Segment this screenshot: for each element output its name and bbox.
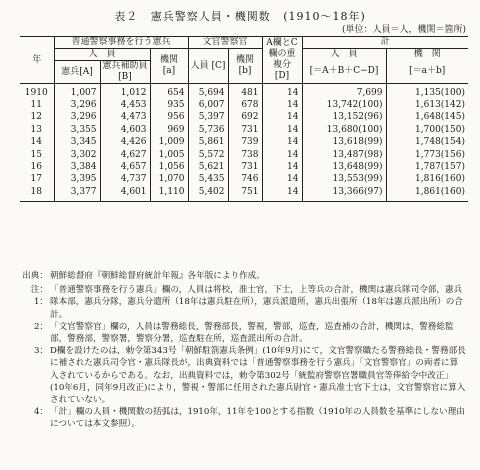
table-row (20, 124, 468, 136)
table-cell: 1,070 (150, 174, 188, 186)
table-cell: 1,861(160) (386, 186, 468, 201)
table-cell: 14 (262, 124, 302, 136)
table-cell: 14 (262, 137, 302, 149)
table-cell: 11 (20, 99, 54, 111)
table-cell: 13,366(97) (302, 186, 386, 201)
table-cell: 13,152(96) (302, 112, 386, 124)
note-3-key: 3： (33, 346, 48, 357)
table-cell: 13,553(99) (302, 174, 386, 186)
note-1-text: 「普通警察事務を行う憲兵」欄の，人員は将校，准士官，下士，上等兵の合計，機関は憲兵隊司令部，憲兵隊本部，憲兵分隊，憲兵分遣所（18年は憲兵駐在所），憲兵派遣所，憲兵出張所（18年は憲兵派出所）の合計。 (50, 285, 463, 320)
table-row (20, 149, 468, 161)
table-cell: 1,787(157) (415, 162, 465, 173)
table-cell: 13,487(98) (302, 149, 386, 161)
table-body (20, 84, 468, 202)
table-cell: 1,816(160) (415, 174, 465, 185)
table-cell: 481 (228, 84, 262, 100)
table-cell: 956 (150, 112, 188, 124)
table-cell: 14 (262, 99, 302, 111)
table-cell: 3,395 (54, 174, 100, 186)
table-cell: 4,737 (100, 174, 150, 186)
table-cell: 13,648(99) (302, 161, 386, 173)
table-cell: 678 (228, 99, 262, 111)
note-2-key: 2： (33, 321, 48, 332)
note-2-text: 「文官警察官」欄の，人員は警務総長，警務部長，警視，警部，巡査，巡査補の合計，機関は，警務総監部，警務部，警察署，警察分署，巡査駐在所，巡査派出所の合計。 (50, 321, 454, 345)
table-cell: 4,426 (100, 137, 150, 149)
table-cell: 15 (20, 149, 54, 161)
table-cell: 1,648(145) (415, 112, 465, 123)
source-key: 出典： (22, 271, 48, 281)
table-cell: 4,657 (100, 161, 150, 173)
table-cell: 1910 (20, 84, 54, 100)
table-cell: 6,007 (188, 99, 228, 111)
table-cell: 14 (262, 174, 302, 186)
table-cell: 13 (20, 124, 54, 136)
table-cell: 3,355 (54, 124, 100, 136)
table-cell: 4,627 (100, 149, 150, 161)
table-cell: 5,736 (188, 124, 228, 136)
table-cell: 1,056 (150, 161, 188, 173)
table-cell: 5,435 (188, 174, 228, 186)
col-persons-c: 人員 [C] (188, 49, 228, 84)
table-row (20, 186, 468, 201)
table-row (20, 137, 468, 149)
statistics-table (20, 36, 468, 202)
table-cell: 7,699 (302, 84, 386, 100)
table-cell: 14 (262, 149, 302, 161)
table-cell: 5,621 (188, 161, 228, 173)
table-cell: 13,742(100) (302, 99, 386, 111)
col-total-kikan-formula: [＝a＋b] (386, 61, 468, 84)
table-cell: 3,377 (54, 186, 100, 201)
table-row (20, 84, 468, 100)
table-cell: 692 (228, 112, 262, 124)
col-overlap: A欄とC欄の重複分 [D] (262, 37, 302, 84)
table-cell: 3,296 (54, 112, 100, 124)
table-cell: 654 (150, 84, 188, 100)
table-cell: 1,748(154) (415, 137, 465, 148)
table-row (20, 161, 468, 173)
table-cell: 4,453 (100, 99, 150, 111)
table-cell: 1,613(142) (415, 100, 465, 111)
table-cell: 1,110 (150, 186, 188, 201)
table-cell: 3,302 (54, 149, 100, 161)
table-cell: 13,618(99) (302, 137, 386, 149)
table-cell: 16 (20, 161, 54, 173)
group-header-total: 計 (302, 37, 468, 49)
table-cell: 3,384 (54, 161, 100, 173)
table-cell: 17 (20, 174, 54, 186)
table-cell: 739 (228, 137, 262, 149)
notes-section (20, 270, 466, 431)
note-4-text: 「計」欄の人員・機関数の括弧は，1910年，11年を100とする指数（1910年の人員数を基準にしない理由については本文参照）。 (50, 407, 465, 430)
table-row (20, 174, 468, 186)
table-cell: 746 (228, 174, 262, 186)
table-cell: 5,861 (188, 137, 228, 149)
note-4-key: 4： (33, 407, 48, 418)
note-3 (20, 345, 466, 406)
unit-note: (単位：人員＝人，機関＝箇所) (341, 25, 466, 35)
group-header-civil: 文官警察官 (188, 37, 262, 49)
note-4 (20, 406, 466, 430)
table-cell: 14 (262, 161, 302, 173)
table-cell: 14 (20, 137, 54, 149)
col-kikan-a: 機関 [a] (150, 49, 188, 84)
table-cell: 13,680(100) (302, 124, 386, 136)
table-cell: 1,135(100) (415, 87, 465, 98)
table-cell: 1,773(156) (415, 149, 465, 160)
table-cell: 18 (20, 186, 54, 201)
col-kikan-b: 機関 [b] (228, 49, 262, 84)
note-3-text: D欄を設けたのは，勅令第343号「朝鮮駐箚憲兵条例」(10年9月)にて，文官警察職たる警務総長・警務部長に補された憲兵司令官・憲兵隊長が，出典資料では「普通警察事務を行う憲兵」「文官警察官」の両者に算入されているからである。なお，出典資料では，勅令第302号「統監府警察官署職員官等俸給令中改正」(10年6月，同年9月改正)により，警視・警部に任用された憲兵尉官・憲兵准士官下士は，文官警察官に算入されていない。 (50, 346, 466, 406)
col-hojoin-b: 憲兵補助員 [B] (100, 61, 150, 84)
table-cell: 731 (228, 161, 262, 173)
col-total-persons-formula: [＝A＋B＋C−D] (302, 61, 386, 84)
note-1 (20, 284, 466, 321)
table-cell: 738 (228, 149, 262, 161)
note-2 (20, 321, 466, 345)
table-number: 表２ (114, 10, 139, 23)
table-cell: 5,694 (188, 84, 228, 100)
table-cell: 4,603 (100, 124, 150, 136)
group-header-kenpei: 普通警察事務を行う憲兵 (54, 37, 188, 49)
source-text: 朝鮮総督府『朝鮮総督府統計年報』各年版により作成。 (50, 271, 265, 281)
col-total-kikan: 機 関 (413, 49, 441, 60)
table-cell: 14 (262, 112, 302, 124)
table-cell: 935 (150, 99, 188, 111)
table-cell: 4,601 (100, 186, 150, 201)
table-cell: 969 (150, 124, 188, 136)
table-cell: 751 (228, 186, 262, 201)
table-cell: 5,402 (188, 186, 228, 201)
table-row (20, 99, 468, 111)
table-cell: 3,345 (54, 137, 100, 149)
subheader-persons: 人 員 (54, 49, 150, 61)
col-kenpei-a: 憲兵[A] (54, 61, 100, 84)
table-cell: 3,296 (54, 99, 100, 111)
table-cell: 1,005 (150, 149, 188, 161)
table-cell: 14 (262, 186, 302, 201)
col-year: 年 (20, 37, 54, 84)
table-cell: 1,012 (100, 84, 150, 100)
table-cell: 731 (228, 124, 262, 136)
source-note (20, 270, 466, 282)
table-cell: 4,473 (100, 112, 150, 124)
table-cell: 5,397 (188, 112, 228, 124)
table-caption: 憲兵警察人員・機関数 (150, 10, 271, 23)
table-cell: 5,572 (188, 149, 228, 161)
table-cell: 1,700(150) (415, 124, 465, 135)
table-row (20, 112, 468, 124)
table-cell: 1,009 (150, 137, 188, 149)
note-1-key: 注：1： (30, 285, 48, 308)
col-total-persons: 人 員 (302, 49, 386, 61)
table-cell: 12 (20, 112, 54, 124)
table-range: (1910〜18年) (283, 10, 366, 23)
table-cell: 14 (262, 84, 302, 100)
table-cell: 1,007 (54, 84, 100, 100)
